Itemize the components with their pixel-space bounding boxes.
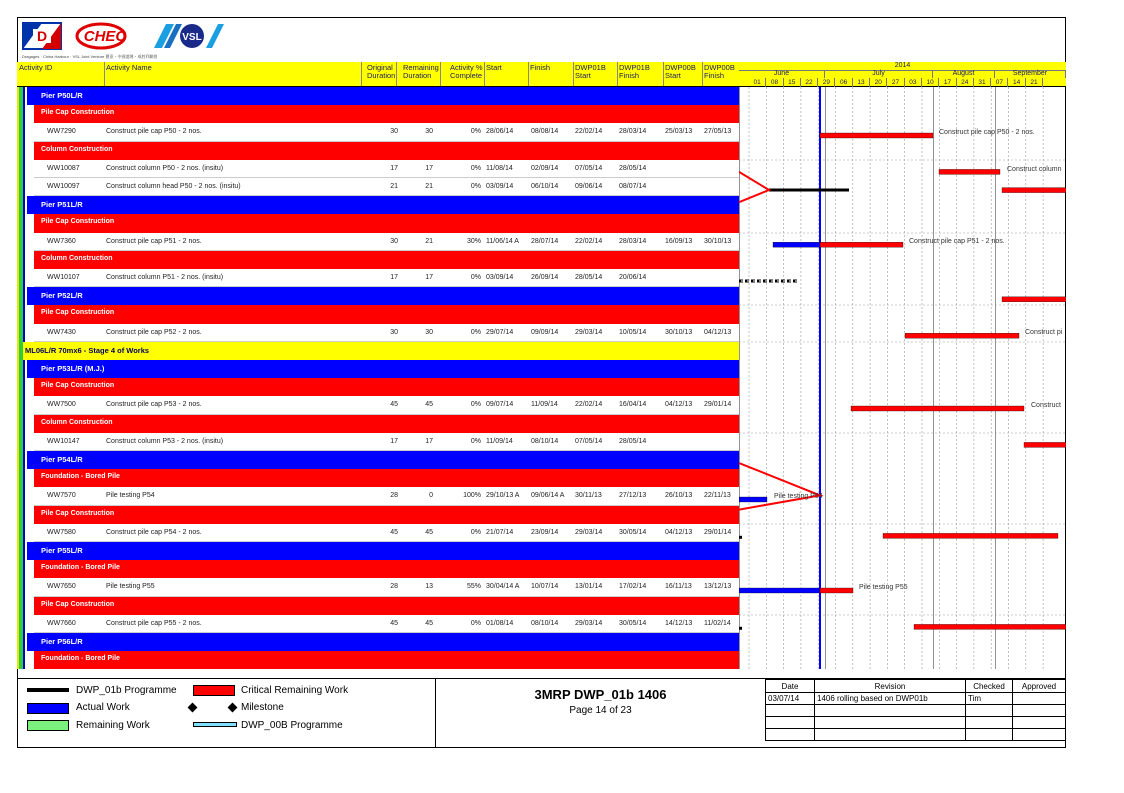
cell-finish: 09/09/14 [531, 328, 559, 336]
wbs-band[interactable] [34, 506, 739, 524]
cell-od: 21 [390, 183, 398, 190]
legend-remaining: Remaining Work [76, 720, 150, 731]
critical-bar [883, 533, 1058, 538]
wbs-band[interactable] [34, 305, 739, 323]
timeline-week: 21 [1026, 78, 1043, 87]
gantt-chart [739, 87, 1066, 669]
svg-text:VSL: VSL [182, 32, 202, 43]
table-row[interactable] [34, 178, 739, 196]
cell-s0: 16/11/13 [665, 583, 692, 591]
legend-swatch-critical [193, 685, 235, 696]
cell-s0: 16/09/13 [665, 237, 693, 245]
cell-f1: 10/05/14 [619, 328, 647, 336]
cell-s1: 22/02/14 [575, 401, 603, 409]
wbs-label: Column Construction [41, 254, 113, 262]
actual-bar [773, 242, 820, 247]
table-row[interactable] [34, 233, 739, 251]
col-dwp01b-finish[interactable]: DWP01B Finish [619, 63, 650, 80]
cell-s1: 28/05/14 [575, 274, 603, 281]
cell-rd: 13 [425, 583, 433, 591]
wbs-band[interactable] [27, 287, 739, 305]
timeline-year: 2014 [739, 62, 1066, 71]
wbs-band[interactable] [34, 105, 739, 123]
cell-start: 30/04/14 A [486, 583, 520, 591]
cell-rd: 45 [425, 401, 433, 409]
col-finish[interactable]: Finish [530, 63, 551, 72]
wbs-band[interactable] [34, 214, 739, 232]
revision-cell [766, 717, 815, 729]
cell-f0: 30/10/13 [704, 237, 732, 245]
cell-f1: 17/02/14 [619, 583, 647, 591]
cell-name: Construct pile cap P52 - 2 nos. [106, 328, 202, 336]
wbs-label: Pile Cap Construction [41, 309, 115, 317]
gantt-label-p52-pilecap: Construct pi [1025, 329, 1063, 336]
wbs-label: Pier P53L/R (M.J.) [41, 364, 105, 373]
wbs-band[interactable] [34, 142, 739, 160]
col-activity-complete[interactable]: Activity % Complete [450, 63, 483, 80]
cell-s1: 22/02/14 [575, 237, 603, 245]
col-dwp00b-start[interactable]: DWP00B Start [665, 63, 696, 80]
wbs-band[interactable] [27, 87, 739, 105]
gantt-label-p55-pile-testing: Pile testing P55 [859, 584, 908, 591]
gantt-label-p50-column: Construct column [1007, 166, 1062, 173]
cell-id: WW7580 [47, 528, 76, 536]
cell-f0: 04/12/13 [704, 328, 732, 336]
wbs-band[interactable] [34, 560, 739, 578]
cell-od: 45 [390, 401, 398, 409]
wbs-label: Pier P50L/R [41, 91, 83, 100]
cell-name: Construct pile cap P51 - 2 nos. [106, 237, 202, 245]
col-dwp01b-start[interactable]: DWP01B Start [575, 63, 606, 80]
cell-finish: 28/07/14 [531, 237, 559, 245]
cell-s0: 26/10/13 [665, 492, 693, 500]
timeline-week: 08 [766, 78, 783, 87]
cell-rd: 21 [425, 183, 433, 190]
wbs-label: ML06L/R 70mx6 - Stage 4 of Works [25, 345, 150, 355]
wbs-band[interactable] [27, 360, 739, 378]
gantt-canvas [739, 87, 1066, 669]
revision-cell [815, 705, 966, 717]
revision-cell [1013, 729, 1066, 741]
cell-s0: 04/12/13 [665, 528, 693, 536]
cell-rd: 17 [425, 164, 433, 172]
cell-pct: 0% [470, 164, 481, 172]
legend [17, 679, 435, 748]
dragages-logo [22, 22, 62, 50]
timeline-week: 01 [749, 78, 766, 87]
wbs-label: Pile Cap Construction [41, 109, 115, 117]
cell-finish: 06/10/14 [531, 183, 559, 190]
cell-id: WW7430 [47, 328, 76, 336]
cell-s1: 09/06/14 [575, 183, 603, 190]
timeline-month: June [739, 70, 825, 78]
cell-start: 29/10/13 A [486, 492, 520, 500]
cell-rd: 17 [425, 274, 433, 281]
timeline-week: 31 [974, 78, 991, 87]
timeline-month: September [995, 70, 1066, 78]
revision-table [765, 679, 1066, 748]
rev-header-checked: Checked [966, 680, 1013, 693]
cell-s1: 29/03/14 [575, 528, 603, 536]
relationship-line [739, 172, 769, 202]
column-header [17, 62, 739, 87]
cell-finish: 23/09/14 [531, 528, 559, 536]
timeline-week: 07 [991, 78, 1008, 87]
critical-bar [820, 242, 903, 247]
svg-text:D: D [36, 28, 48, 44]
cell-pct: 0% [470, 128, 481, 136]
milestone-icon [228, 703, 238, 713]
legend-critical: Critical Remaining Work [241, 685, 349, 696]
critical-bar [939, 169, 1000, 174]
revision-cell [966, 717, 1013, 729]
col-remaining-duration[interactable]: Remaining Duration [403, 63, 439, 80]
cell-id: WW7500 [47, 401, 76, 409]
timeline-week: 06 [836, 78, 853, 87]
cell-rd: 17 [425, 437, 433, 445]
wbs-band[interactable] [34, 415, 739, 433]
table-row[interactable] [34, 433, 739, 451]
cell-f1: 30/05/14 [619, 528, 647, 536]
rev-header-approved: Approved [1013, 680, 1066, 693]
wbs-label: Pier P56L/R [41, 637, 83, 646]
revision-cell [815, 729, 966, 741]
cell-id: WW10097 [47, 183, 80, 190]
cell-pct: 0% [470, 328, 481, 336]
timeline-week: 10 [922, 78, 939, 87]
cell-start: 29/07/14 [486, 328, 514, 336]
table-row[interactable] [34, 524, 739, 542]
col-activity-name[interactable]: Activity Name [106, 63, 152, 72]
cell-od: 45 [390, 528, 398, 536]
report-title: 3MRP DWP_01b 1406 [534, 687, 667, 702]
cell-f0: 13/12/13 [704, 583, 732, 591]
table-row[interactable] [34, 615, 739, 633]
chec-logo [75, 22, 145, 50]
table-row[interactable] [34, 487, 739, 505]
wbs-label: Pier P55L/R [41, 546, 83, 555]
milestone-icon [739, 627, 742, 630]
legend-swatch-dwp00b [193, 722, 237, 727]
revision-cell [966, 729, 1013, 741]
cell-s1: 29/03/14 [575, 619, 603, 627]
cell-start: 28/06/14 [486, 128, 514, 136]
wbs-band[interactable] [34, 597, 739, 615]
timeline-week: 03 [905, 78, 922, 87]
cell-id: WW7650 [47, 583, 76, 591]
gantt-label-p51-pilecap: Construct pile cap P51 - 2 nos. [909, 238, 1005, 245]
cell-finish: 02/09/14 [531, 164, 559, 172]
cell-finish: 08/10/14 [531, 619, 559, 627]
cell-od: 28 [390, 492, 398, 500]
timeline-week: 20 [870, 78, 887, 87]
critical-bar [1024, 442, 1066, 447]
wbs-label: Pier P54L/R [41, 455, 83, 464]
cell-f1: 28/03/14 [619, 237, 647, 245]
table-row[interactable] [34, 396, 739, 414]
milestone-icon [188, 703, 198, 713]
cell-f1: 20/06/14 [619, 274, 647, 281]
logo-caption: Dragages · China Harbour · VSL Joint Venture 寶嘉・中國港灣・威胜利聯營 [22, 54, 158, 59]
cell-od: 30 [390, 328, 398, 336]
cell-od: 30 [390, 237, 398, 245]
timeline-week: 14 [1009, 78, 1026, 87]
cell-start: 11/09/14 [486, 437, 513, 445]
cell-f1: 08/07/14 [619, 183, 647, 190]
wbs-band[interactable] [27, 542, 739, 560]
legend-dwp00b: DWP_00B Programme [241, 720, 343, 731]
cell-finish: 09/06/14 A [531, 492, 565, 500]
cell-od: 17 [390, 437, 398, 445]
legend-swatch-remaining [27, 720, 69, 731]
wbs-label: Column Construction [41, 418, 113, 426]
cell-pct: 0% [470, 183, 481, 190]
relationship-line [739, 463, 820, 510]
wbs-label: Pier P51L/R [41, 200, 83, 210]
cell-name: Construct column P53 - 2 nos. (insitu) [106, 437, 224, 445]
cell-s1: 07/05/14 [575, 437, 603, 445]
wbs-label: Pile Cap Construction [41, 218, 115, 226]
revision-cell: Tim [966, 693, 1013, 705]
wbs-label: Foundation - Bored Pile [41, 473, 120, 481]
wbs-label: Foundation - Bored Pile [41, 655, 120, 663]
table-row[interactable] [34, 578, 739, 596]
cell-name: Construct pile cap P50 - 2 nos. [106, 128, 202, 136]
cell-f0: 22/11/13 [704, 492, 731, 500]
cell-finish: 08/10/14 [531, 437, 559, 445]
cell-f0: 27/05/13 [704, 128, 732, 136]
cell-s1: 30/11/13 [575, 492, 602, 500]
timeline-week: 15 [784, 78, 801, 87]
revision-cell [966, 705, 1013, 717]
cell-finish: 26/09/14 [531, 274, 559, 281]
cell-pct: 100% [463, 492, 481, 500]
cell-pct: 55% [466, 583, 481, 591]
critical-bar [905, 333, 1019, 338]
legend-dwp01b: DWP_01b Programme [76, 685, 177, 696]
cell-rd: 21 [425, 237, 433, 245]
cell-start: 11/06/14 A [486, 237, 519, 245]
cell-start: 03/09/14 [486, 183, 514, 190]
critical-bar [914, 624, 1066, 629]
wbs-band[interactable] [34, 378, 739, 396]
cell-rd: 0 [429, 492, 433, 500]
gantt-label-p50-pilecap: Construct pile cap P50 - 2 nos. [939, 129, 1035, 136]
cell-f1: 28/03/14 [619, 128, 647, 136]
timeline-month: July [825, 70, 933, 78]
legend-actual: Actual Work [76, 702, 130, 713]
cell-f0: 11/02/14 [704, 619, 731, 627]
cell-name: Construct column P51 - 2 nos. (insitu) [106, 274, 224, 281]
gantt-label-p53-pilecap: Construct [1031, 402, 1061, 409]
revision-cell: 1406 rolling based on DWP01b [815, 693, 966, 705]
cell-start: 21/07/14 [486, 528, 514, 536]
level-indicator-bars [17, 87, 27, 669]
wbs-band[interactable] [34, 251, 739, 269]
critical-bar [1002, 188, 1066, 193]
svg-text:CHEC: CHEC [83, 28, 127, 45]
wbs-label: Pile Cap Construction [41, 509, 115, 517]
cell-pct: 0% [470, 401, 481, 409]
wbs-label: Foundation - Bored Pile [41, 564, 120, 572]
legend-swatch-dwp01b [27, 688, 69, 692]
revision-cell [766, 705, 815, 717]
col-activity-id[interactable]: Activity ID [19, 63, 53, 72]
vsl-logo [152, 22, 224, 50]
cell-rd: 45 [425, 528, 433, 536]
gantt-label-p54-pile-testing: Pile testing P54 [774, 493, 823, 500]
col-start[interactable]: Start [486, 63, 502, 72]
timeline-header [739, 62, 1066, 87]
cell-s0: 04/12/13 [665, 401, 693, 409]
logo-bar [20, 20, 420, 62]
cell-name: Pile testing P54 [106, 492, 155, 500]
cell-s1: 22/02/14 [575, 128, 603, 136]
cell-pct: 0% [470, 528, 481, 536]
cell-pct: 0% [470, 274, 481, 281]
cell-f0: 29/01/14 [704, 401, 732, 409]
wbs-label: Pile Cap Construction [41, 382, 115, 390]
cell-pct: 30% [466, 237, 481, 245]
cell-f1: 28/05/14 [619, 437, 647, 445]
timeline-week: 27 [887, 78, 904, 87]
cell-od: 17 [390, 164, 398, 172]
cell-name: Construct column P50 - 2 nos. (insitu) [106, 164, 224, 172]
legend-swatch-actual [27, 703, 69, 714]
table-row[interactable] [34, 269, 739, 287]
cell-pct: 0% [470, 437, 481, 445]
cell-pct: 0% [470, 619, 481, 627]
critical-bar [851, 406, 1024, 411]
page-number: Page 14 of 23 [569, 705, 632, 716]
cell-name: Pile testing P55 [106, 583, 155, 591]
wbs-label: Column Construction [41, 145, 113, 153]
milestone-icon [739, 536, 742, 539]
cell-name: Construct pile cap P54 - 2 nos. [106, 528, 202, 536]
cell-od: 28 [390, 583, 398, 591]
cell-name: Construct pile cap P55 - 2 nos. [106, 619, 202, 627]
cell-f1: 30/05/14 [619, 619, 647, 627]
cell-id: WW10087 [47, 164, 80, 172]
actual-bar [739, 497, 767, 502]
critical-bar [820, 588, 853, 593]
wbs-band[interactable] [23, 342, 739, 360]
table-row[interactable] [34, 324, 739, 342]
cell-f1: 16/04/14 [619, 401, 647, 409]
table-row[interactable] [34, 123, 739, 141]
revision-cell [1013, 717, 1066, 729]
revision-cell [815, 717, 966, 729]
cell-start: 03/09/14 [486, 274, 514, 281]
cell-f1: 27/12/13 [619, 492, 647, 500]
wbs-band[interactable] [34, 469, 739, 487]
cell-s1: 07/05/14 [575, 164, 603, 172]
wbs-band[interactable] [27, 196, 739, 214]
legend-milestone: Milestone [241, 702, 284, 713]
cell-s0: 30/10/13 [665, 328, 693, 336]
col-dwp00b-finish[interactable]: DWP00B Finish [704, 63, 735, 80]
wbs-band[interactable] [27, 451, 739, 469]
table-row[interactable] [34, 160, 739, 178]
cell-od: 30 [390, 128, 398, 136]
cell-rd: 30 [425, 128, 433, 136]
revision-cell [766, 729, 815, 741]
critical-bar [1002, 297, 1066, 302]
cell-id: WW7290 [47, 128, 76, 136]
col-original-duration[interactable]: Original Duration [367, 63, 396, 80]
cell-id: WW7660 [47, 619, 76, 627]
cell-finish: 08/08/14 [531, 128, 559, 136]
cell-start: 09/07/14 [486, 401, 514, 409]
cell-f1: 28/05/14 [619, 164, 647, 172]
cell-f0: 29/01/14 [704, 528, 732, 536]
timeline-week: 13 [853, 78, 870, 87]
cell-od: 17 [390, 274, 398, 281]
revision-cell: 03/07/14 [766, 693, 815, 705]
revision-cell [1013, 693, 1066, 705]
cell-finish: 10/07/14 [531, 583, 559, 591]
cell-rd: 30 [425, 328, 433, 336]
cell-od: 45 [390, 619, 398, 627]
timeline-month: August [933, 70, 995, 78]
wbs-label: Pile Cap Construction [41, 600, 115, 608]
timeline-week: 29 [818, 78, 835, 87]
cell-start: 01/08/14 [486, 619, 514, 627]
cell-id: WW7360 [47, 237, 76, 245]
timeline-week: 17 [939, 78, 956, 87]
cell-id: WW10107 [47, 274, 80, 281]
cell-s1: 13/01/14 [575, 583, 603, 591]
wbs-label: Pier P52L/R [41, 291, 83, 301]
timeline-week: 22 [801, 78, 818, 87]
critical-bar [820, 133, 933, 138]
cell-name: Construct pile cap P53 - 2 nos. [106, 401, 202, 409]
timeline-week: 24 [957, 78, 974, 87]
cell-start: 11/08/14 [486, 164, 513, 172]
wbs-band[interactable] [27, 633, 739, 651]
cell-s0: 25/03/13 [665, 128, 693, 136]
cell-s1: 29/03/14 [575, 328, 603, 336]
wbs-band[interactable] [34, 651, 739, 669]
cell-id: WW10147 [47, 437, 80, 445]
cell-finish: 11/09/14 [531, 401, 558, 409]
cell-name: Construct column head P50 - 2 nos. (insitu) [106, 183, 241, 190]
cell-s0: 14/12/13 [665, 619, 693, 627]
revision-cell [1013, 705, 1066, 717]
title-block [435, 679, 765, 748]
rev-header-revision: Revision [815, 680, 966, 693]
actual-bar [739, 588, 820, 593]
cell-rd: 45 [425, 619, 433, 627]
rev-header-date: Date [766, 680, 815, 693]
cell-id: WW7570 [47, 492, 76, 500]
